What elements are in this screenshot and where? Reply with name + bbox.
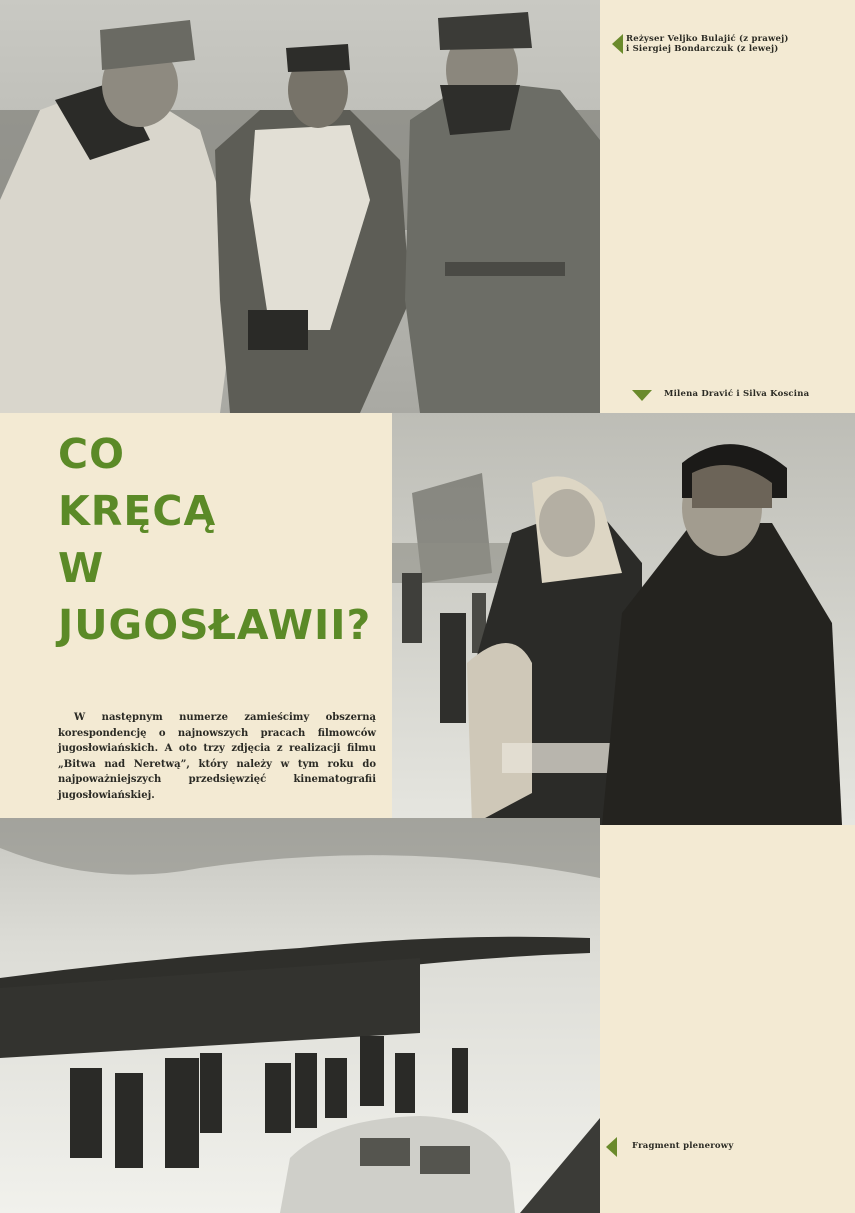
caption-directors-line1: Reżyser Veljko Bulajić (z prawej) (626, 34, 789, 44)
caption-actresses (664, 389, 844, 399)
caption-actresses-text: Milena Dravić i Silva Koscina (664, 389, 810, 399)
headline (58, 426, 388, 654)
caption-fragment (632, 1141, 772, 1151)
caption-directors (626, 34, 826, 54)
photo-crowd-image (0, 818, 600, 1213)
headline-line-3: W (58, 544, 105, 592)
photo-directors-image (0, 0, 600, 413)
headline-line-4: JUGOSŁAWII? (58, 601, 372, 649)
photo-crowd (0, 818, 600, 1213)
caption-fragment-text: Fragment plenerowy (632, 1141, 734, 1151)
intro-paragraph: W następnym numerze zamieścimy obszerną korespondencję o najnowszych pracach filmowców jugosłowiańskich. A oto trzy zdjęcia z realizacji filmu „Bitwa nad Neretwą”, który należy w tym roku do najpoważniejszych przedsięwzięć kinematografii jugosłowiańskiej. (58, 712, 376, 801)
arrow-left-icon (612, 34, 623, 54)
photo-directors (0, 0, 600, 413)
photo-actresses (392, 413, 855, 825)
caption-directors-line2: i Siergiej Bondarczuk (z lewej) (626, 44, 779, 54)
headline-line-2: KRĘCĄ (58, 487, 217, 535)
arrow-down-icon (632, 390, 652, 401)
photo-actresses-image (392, 413, 855, 825)
headline-line-1: CO (58, 430, 125, 478)
arrow-left-icon (606, 1137, 617, 1157)
